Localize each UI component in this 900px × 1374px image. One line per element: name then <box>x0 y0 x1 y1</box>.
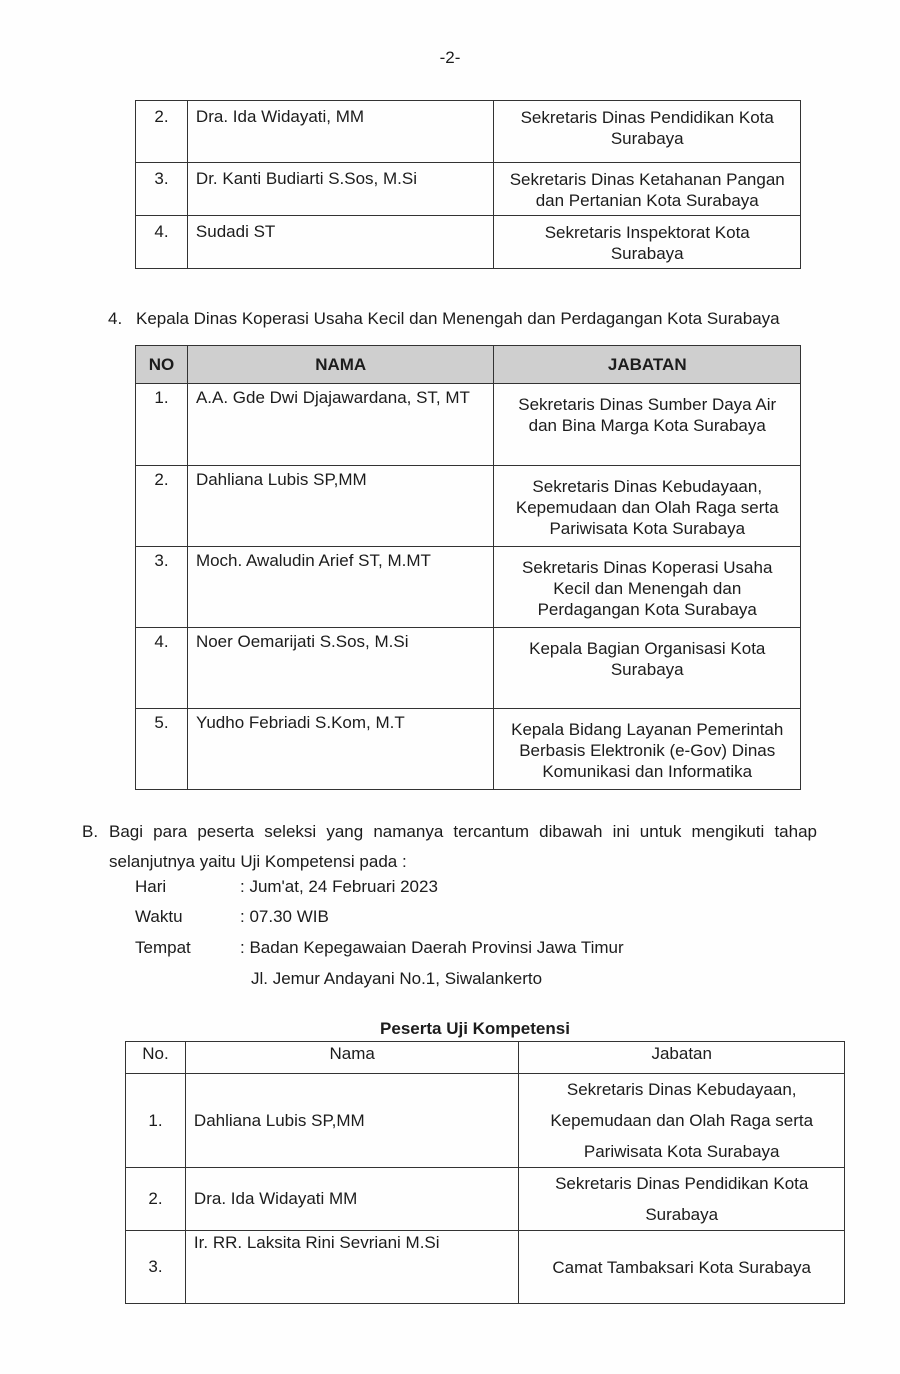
header-position: Jabatan <box>519 1042 845 1074</box>
position-line: Komunikasi dan Informatika <box>542 762 753 781</box>
header-no: NO <box>136 346 188 384</box>
row-position <box>494 547 801 628</box>
position-line: Sekretaris Dinas Koperasi Usaha <box>522 558 773 577</box>
table-row <box>126 1231 845 1304</box>
position-line: Sekretaris Dinas Sumber Daya Air <box>518 395 777 414</box>
position-line: Sekretaris Dinas Kebudayaan, <box>566 1080 797 1099</box>
position-line: Sekretaris Dinas Ketahanan Pangan <box>509 170 785 189</box>
info-tempat <box>135 938 624 958</box>
row-number: 4. <box>136 216 188 269</box>
position-line: Pariwisata Kota Surabaya <box>549 519 746 538</box>
table-row <box>126 1168 845 1231</box>
row-number: 3. <box>136 547 188 628</box>
position-line: Berbasis Elektronik (e-Gov) Dinas <box>519 741 776 760</box>
table-row <box>126 1074 845 1168</box>
row-name: Moch. Awaludin Arief ST, M.MT <box>187 547 494 628</box>
row-position <box>494 628 801 709</box>
table-row <box>136 216 801 269</box>
table-row <box>136 163 801 216</box>
position-line: Surabaya <box>610 660 684 679</box>
header-name: NAMA <box>187 346 494 384</box>
row-position <box>494 466 801 547</box>
position-line: Sekretaris Dinas Kebudayaan, <box>532 477 763 496</box>
position-line: Surabaya <box>645 1205 719 1224</box>
position-line: Camat Tambaksari Kota Surabaya <box>552 1257 811 1277</box>
info-label: Waktu <box>135 907 183 926</box>
header-name: Nama <box>185 1042 518 1074</box>
header-no: No. <box>126 1042 186 1074</box>
row-position <box>519 1231 845 1304</box>
position-line: dan Bina Marga Kota Surabaya <box>528 416 766 435</box>
section-title: Kepala Dinas Koperasi Usaha Kecil dan Menengah dan Perdagangan Kota Surabaya <box>136 309 780 328</box>
info-address: Jl. Jemur Andayani No.1, Siwalankerto <box>251 969 543 988</box>
info-waktu <box>135 907 329 927</box>
position-line: Sekretaris Dinas Pendidikan Kota <box>520 108 774 127</box>
row-position <box>494 709 801 790</box>
table-row <box>136 384 801 466</box>
row-name: Dra. Ida Widayati MM <box>185 1168 518 1231</box>
row-number: 2. <box>136 101 188 163</box>
position-line: Pariwisata Kota Surabaya <box>583 1142 780 1161</box>
header-position: JABATAN <box>494 346 801 384</box>
row-position <box>494 216 801 269</box>
section-b-text: Bagi para peserta seleksi yang namanya tercantum dibawah ini untuk mengikuti tahap selanjutnya yaitu Uji Kompetensi pada : <box>109 822 817 871</box>
row-number: 1. <box>136 384 188 466</box>
info-value: : Jum'at, 24 Februari 2023 <box>240 877 438 896</box>
section-letter: B. <box>82 822 99 841</box>
position-line: Kepemudaan dan Olah Raga serta <box>550 1111 814 1130</box>
position-line: Sekretaris Dinas Pendidikan Kota <box>555 1174 809 1193</box>
row-number: 3. <box>126 1231 186 1304</box>
info-value: : Badan Kepegawaian Daerah Provinsi Jawa Timur <box>240 938 624 957</box>
info-value: : 07.30 WIB <box>240 907 329 926</box>
row-name: Yudho Febriadi S.Kom, M.T <box>187 709 494 790</box>
position-line: Kepala Bagian Organisasi Kota <box>529 639 766 658</box>
table-caption: Peserta Uji Kompetensi <box>380 1019 570 1038</box>
row-number: 2. <box>136 466 188 547</box>
table-row <box>136 628 801 709</box>
page-number: -2- <box>439 48 461 67</box>
row-number: 1. <box>126 1074 186 1168</box>
table-header-row <box>136 346 801 384</box>
row-number: 2. <box>126 1168 186 1231</box>
previous-table <box>135 100 801 269</box>
row-number: 4. <box>136 628 188 709</box>
row-name: Noer Oemarijati S.Sos, M.Si <box>187 628 494 709</box>
section-4-heading <box>108 309 780 329</box>
section-number: 4. <box>108 309 123 328</box>
row-name: Dahliana Lubis SP,MM <box>185 1074 518 1168</box>
participants-table <box>125 1041 845 1304</box>
row-name: Dr. Kanti Budiarti S.Sos, M.Si <box>187 163 494 216</box>
info-label: Hari <box>135 877 167 896</box>
row-number: 3. <box>136 163 188 216</box>
position-line: Kecil dan Menengah dan <box>553 579 742 598</box>
row-position <box>494 101 801 163</box>
table-row <box>136 101 801 163</box>
row-name: Dra. Ida Widayati, MM <box>187 101 494 163</box>
row-name: Ir. RR. Laksita Rini Sevriani M.Si <box>185 1231 518 1304</box>
row-name: A.A. Gde Dwi Djajawardana, ST, MT <box>187 384 494 466</box>
row-position <box>494 163 801 216</box>
row-position <box>494 384 801 466</box>
table-row <box>136 466 801 547</box>
position-line: dan Pertanian Kota Surabaya <box>535 191 759 210</box>
table-row <box>136 547 801 628</box>
table-header-row <box>126 1042 845 1074</box>
row-name: Dahliana Lubis SP,MM <box>187 466 494 547</box>
section-b-paragraph <box>82 817 817 877</box>
position-line: Surabaya <box>610 129 684 148</box>
position-line: Sekretaris Inspektorat Kota <box>544 223 750 242</box>
row-position <box>519 1168 845 1231</box>
row-number: 5. <box>136 709 188 790</box>
position-line: Kepala Bidang Layanan Pemerintah <box>511 720 784 739</box>
row-position <box>519 1074 845 1168</box>
position-line: Surabaya <box>610 244 684 263</box>
section-4-table <box>135 345 801 790</box>
table-row <box>136 709 801 790</box>
row-name: Sudadi ST <box>187 216 494 269</box>
info-hari <box>135 877 438 897</box>
position-line: Kepemudaan dan Olah Raga serta <box>515 498 779 517</box>
info-label: Tempat <box>135 938 191 957</box>
position-line: Perdagangan Kota Surabaya <box>537 600 757 619</box>
